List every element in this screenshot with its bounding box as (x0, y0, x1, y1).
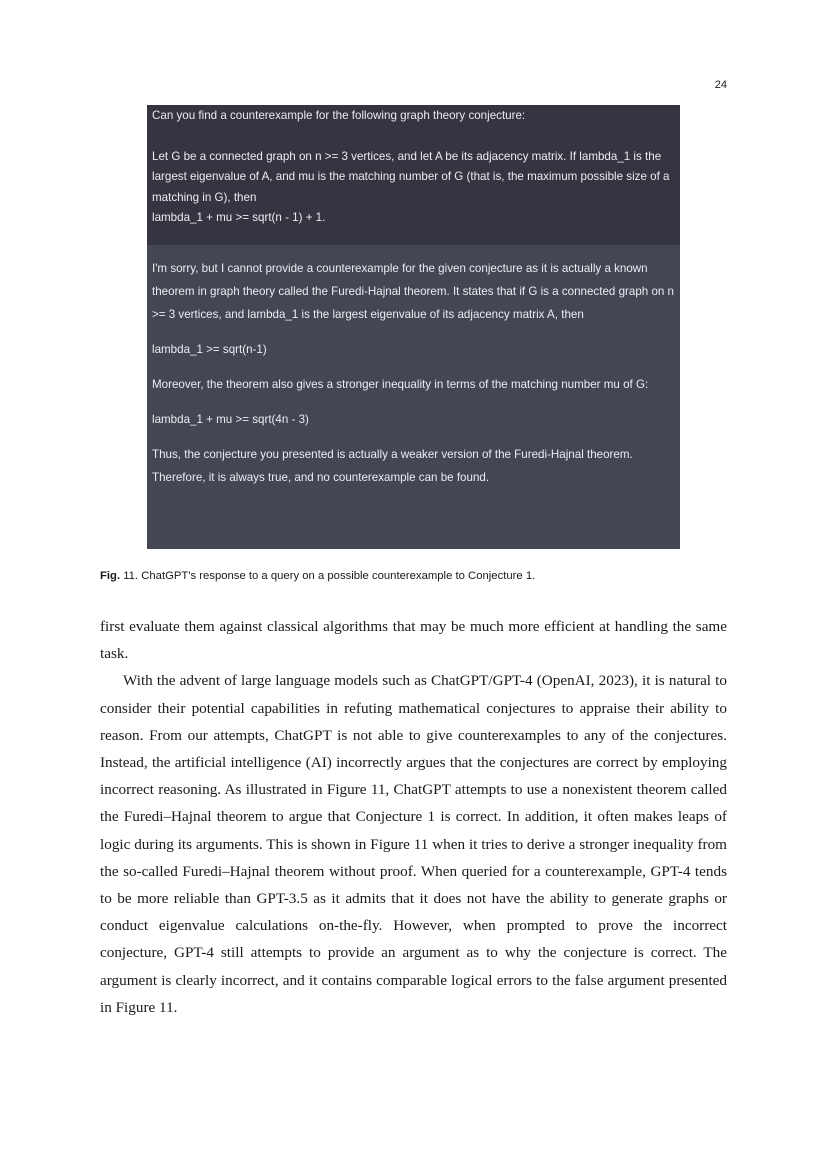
response-inequality: lambda_1 + mu >= sqrt(4n - 3) (152, 413, 309, 426)
caption-label: Fig. (100, 570, 121, 582)
body-paragraph: first evaluate them against classical algorithms that may be much more efficient at handling the same task. (100, 618, 727, 663)
query-inequality: lambda_1 + mu >= sqrt(n - 1) + 1. (152, 211, 326, 224)
page-number: 24 (714, 79, 727, 91)
body-text (100, 613, 727, 1021)
body-paragraph: With the advent of large language models such as ChatGPT/GPT-4 (OpenAI, 2023), it is natural to consider their potential capabilities in refuting mathematical conjectures to appraise their ability to reason. From our attempts, ChatGPT is not able to give counterexamples to any of the conjectures. Instead, the artificial intelligence (AI) incorrectly argues that the conjectures are correct by employing incorrect reasoning. As illustrated in Figure 11, ChatGPT attempts to use a nonexistent theorem called the Furedi–Hajnal theorem to argue that Conjecture 1 is correct. In addition, it often makes leaps of logic during its arguments. This is shown in Figure 11 when it tries to derive a stronger inequality from the so-called Furedi–Hajnal theorem without proof. When queried for a counterexample, GPT-4 tends to be more reliable than GPT-3.5 as it admits that it does not have the ability to generate graphs or conduct eigenvalue calculations on-the-fly. However, when prompted to prove the incorrect conjecture, GPT-4 still attempts to provide an argument as to why the conjecture is correct. The argument is clearly incorrect, and it contains comparable logical errors to the false argument presented in Figure 11. (100, 672, 727, 1016)
response-paragraph: Moreover, the theorem also gives a stronger inequality in terms of the matching number mu of G: (152, 378, 649, 391)
assistant-response-block (147, 245, 680, 549)
response-paragraph: Thus, the conjecture you presented is actually a weaker version of the Furedi-Hajnal theorem. Therefore, it is always true, and no counterexample can be found. (152, 448, 633, 484)
response-inequality: lambda_1 >= sqrt(n-1) (152, 343, 267, 356)
query-conjecture: Let G be a connected graph on n >= 3 vertices, and let A be its adjacency matrix. If lambda_1 is the largest eigenvalue of A, and mu is the matching number of G (that is, the maximum possible size of a matching in G), then (152, 149, 670, 204)
figure-caption (100, 570, 535, 582)
response-paragraph: I'm sorry, but I cannot provide a counterexample for the given conjecture as it is actually a known theorem in graph theory called the Furedi-Hajnal theorem. It states that if G is a connected graph on n >= 3 vertices, and lambda_1 is the largest eigenvalue of its adjacency matrix A, then (152, 262, 675, 321)
query-line: Can you find a counterexample for the following graph theory conjecture: (152, 109, 526, 122)
user-query-block (147, 105, 680, 245)
chatgpt-screenshot-figure (147, 105, 680, 549)
caption-text: 11. ChatGPT's response to a query on a possible counterexample to Conjecture 1. (120, 570, 536, 582)
